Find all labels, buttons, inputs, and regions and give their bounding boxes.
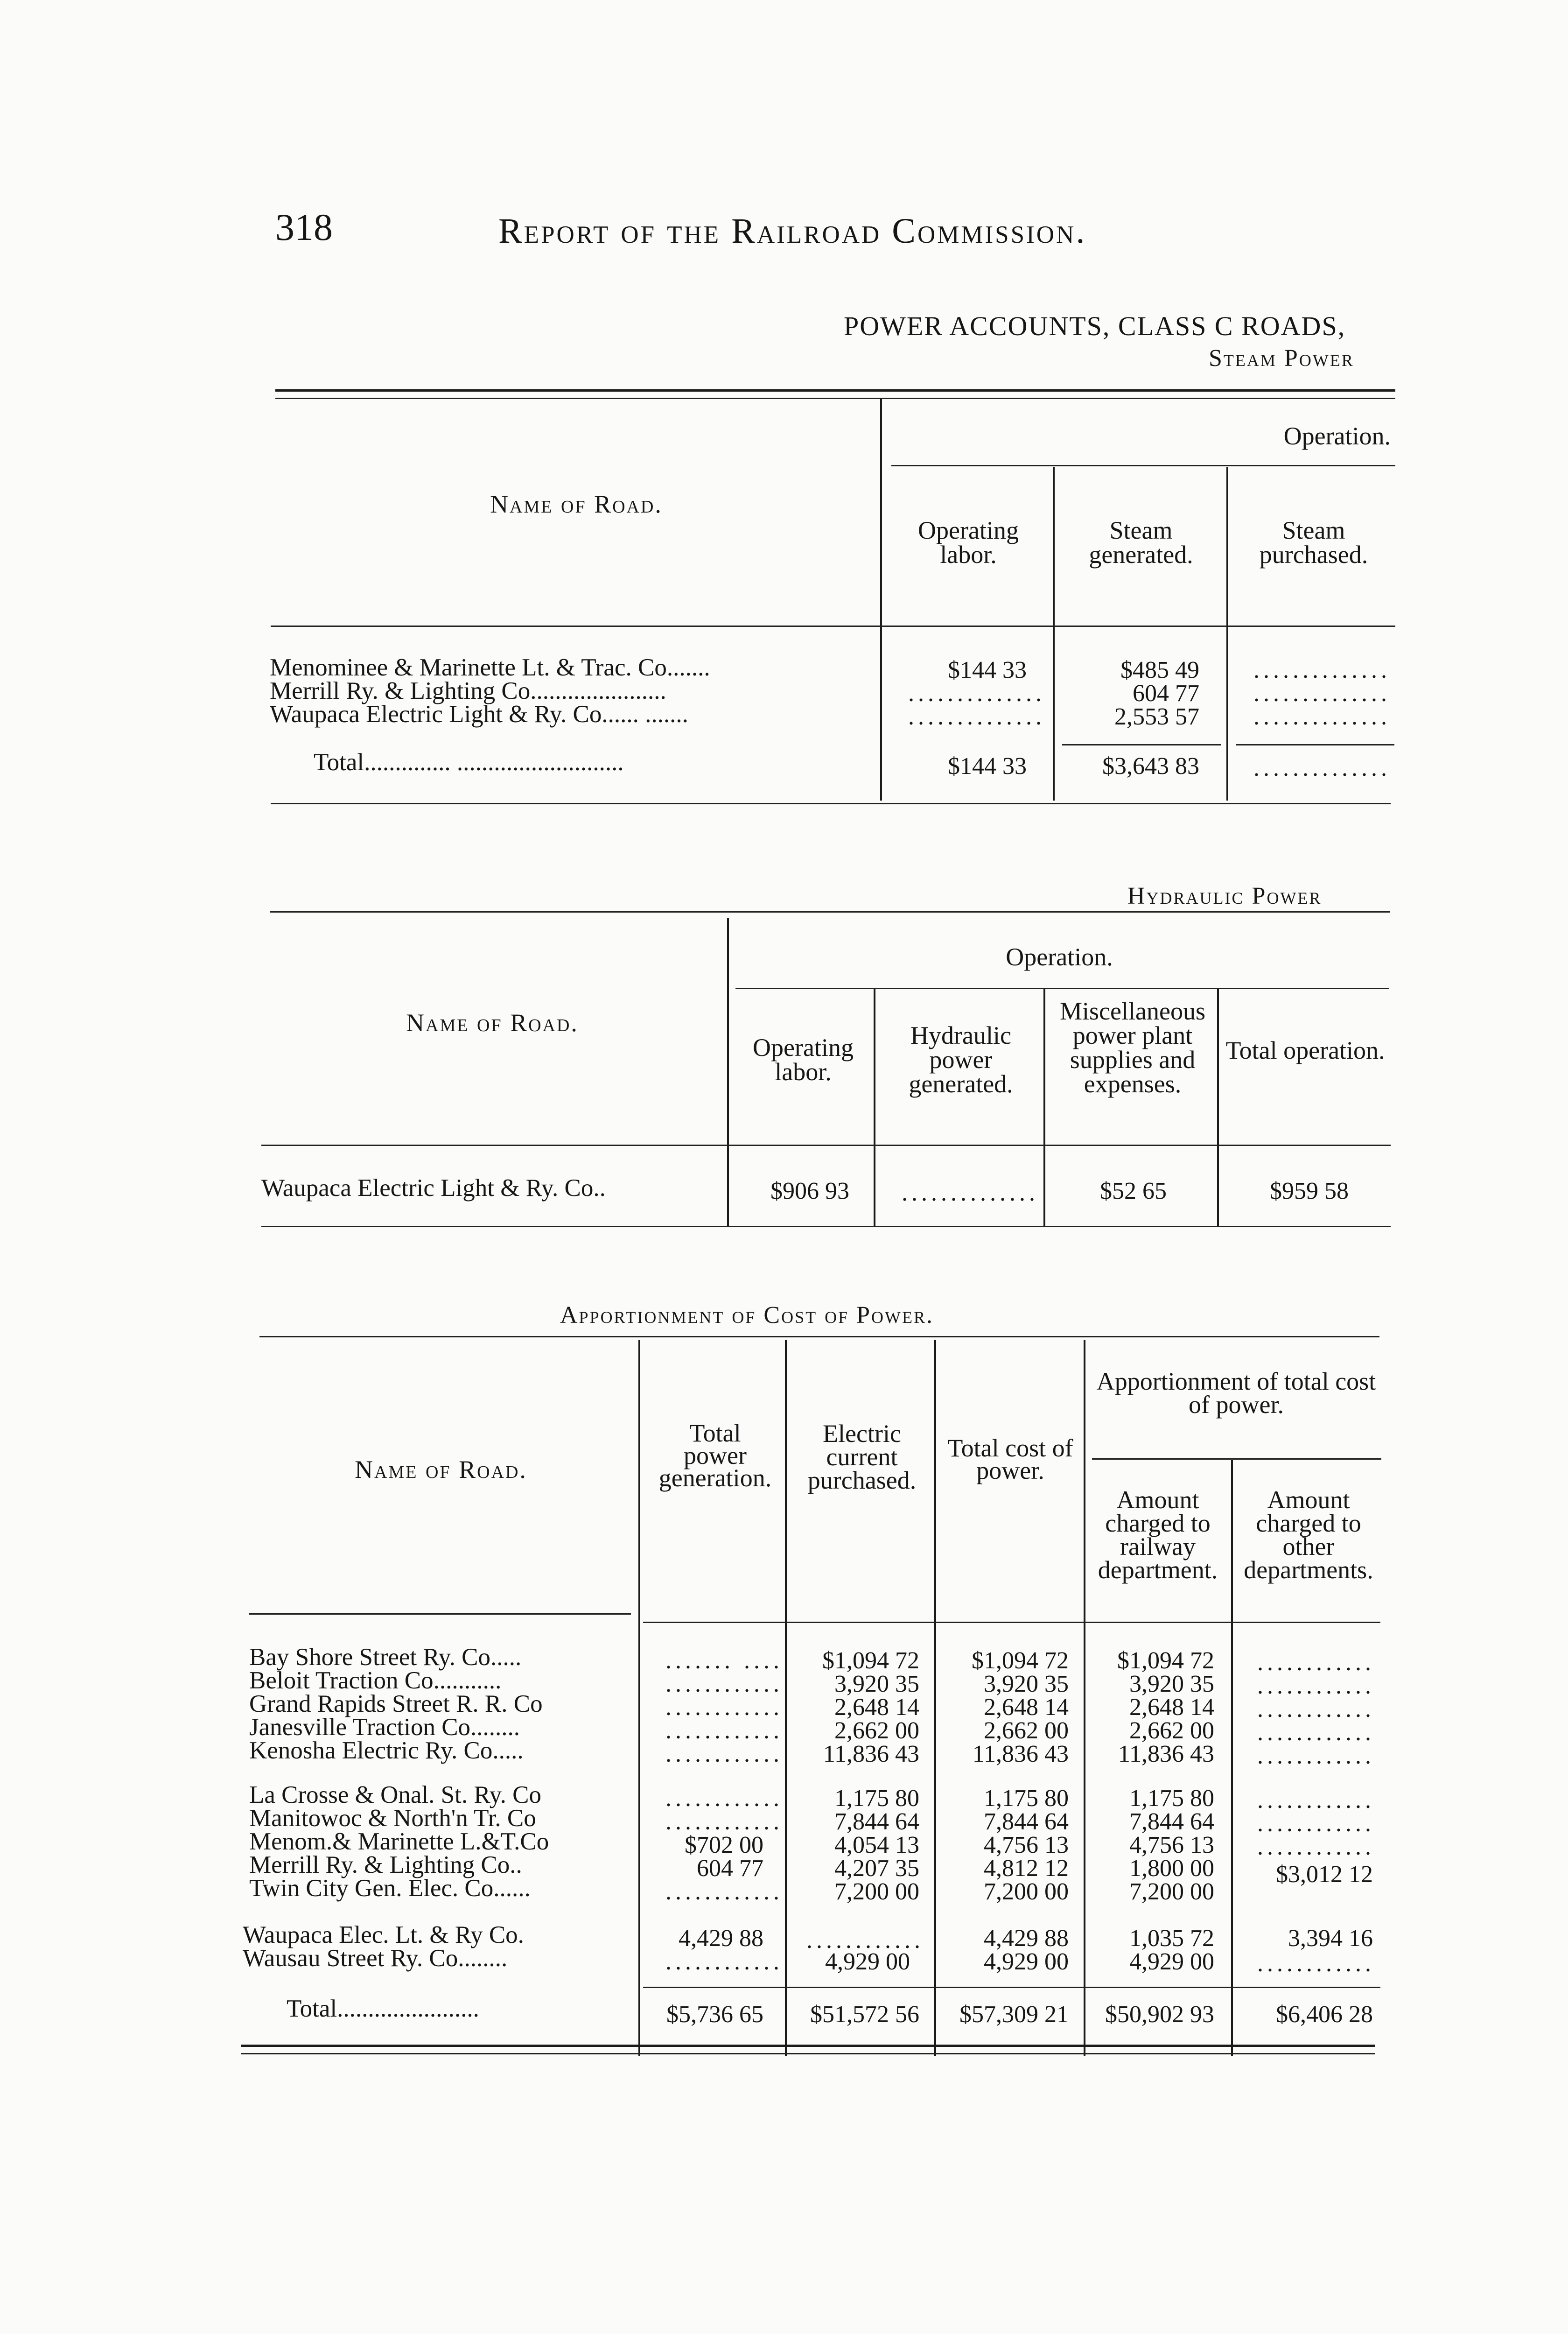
cell-value: 2,662 00 — [1129, 1717, 1214, 1744]
cell-value: ............ — [665, 1948, 783, 1975]
cell-value: ............ — [806, 1927, 924, 1954]
cell-value: ............ — [665, 1671, 783, 1697]
cell-value: .............. — [1253, 657, 1391, 683]
cell-value: 4,756 13 — [1129, 1832, 1214, 1858]
cell-value: $3,012 12 — [1276, 1861, 1373, 1888]
col-amount-railway: Amount charged to railway department. — [1098, 1486, 1218, 1584]
road-name: Kenosha Electric Ry. Co..... — [249, 1737, 524, 1764]
cell-value: 7,200 00 — [834, 1878, 919, 1905]
cell-value: 11,836 43 — [972, 1741, 1069, 1767]
cell-value: 4,429 88 — [679, 1925, 763, 1952]
total-label: Total.............. ........................... — [314, 749, 624, 776]
cell-value: 7,844 64 — [984, 1808, 1069, 1835]
cell-value: ............ — [1257, 1787, 1375, 1814]
apportionment-group-header: Apportionment of total cost of power. — [1096, 1367, 1376, 1419]
road-name: Grand Rapids Street R. R. Co — [249, 1690, 543, 1717]
cell-value: ............ — [665, 1717, 783, 1744]
cell-value: ............ — [1257, 1743, 1375, 1769]
hydraulic-operation-header: Operation. — [1006, 943, 1113, 971]
apportionment-title: Apportionment of Cost of Power. — [560, 1302, 934, 1329]
cell-value: $702 00 — [685, 1832, 763, 1858]
road-name: Twin City Gen. Elec. Co...... — [249, 1875, 531, 1902]
cell-value: .............. — [1253, 680, 1391, 707]
road-name: Beloit Traction Co........... — [249, 1667, 502, 1694]
col-total-cost-of-power: Total cost of power. — [947, 1434, 1073, 1484]
road-name: Waupaca Electric Light & Ry. Co...... ....... — [270, 701, 688, 728]
cell-value: 4,929 00 — [1129, 1948, 1214, 1975]
road-name: Bay Shore Street Ry. Co..... — [249, 1644, 522, 1671]
cell-value: ............ — [1257, 1950, 1375, 1977]
cell-value: 3,920 35 — [1129, 1671, 1214, 1697]
cell-value: ............ — [1257, 1649, 1375, 1676]
cell-value: .............. — [1253, 703, 1391, 730]
road-name: Merrill Ry. & Lighting Co.. — [249, 1851, 522, 1878]
cell-value: 2,648 14 — [834, 1694, 919, 1721]
total-value: .............. — [1253, 755, 1391, 781]
total-value: $3,643 83 — [1102, 753, 1199, 780]
cell-value: ............ — [665, 1785, 783, 1812]
steam-col-operating-labor: Operating labor. — [918, 516, 1019, 569]
running-title: Report of the Railroad Commission. — [498, 211, 1087, 251]
cell-value: 11,836 43 — [823, 1741, 919, 1767]
cell-value: 4,812 12 — [984, 1855, 1069, 1882]
total-value: $6,406 28 — [1276, 2001, 1373, 2028]
cell-value: ............ — [1257, 1719, 1375, 1746]
road-name: Menom.& Marinette L.&T.Co — [249, 1828, 549, 1855]
cell-value: 1,800 00 — [1129, 1855, 1214, 1882]
cell-value: 2,553 57 — [1114, 703, 1199, 730]
cell-value: 4,756 13 — [984, 1832, 1069, 1858]
cell-value: 7,844 64 — [834, 1808, 919, 1835]
steam-col-steam-purchased: Steam purchased. — [1259, 516, 1368, 569]
road-name: Waupaca Elec. Lt. & Ry Co. — [243, 1921, 524, 1948]
hydraulic-name-header: Name of Road. — [406, 1009, 579, 1037]
hydraulic-col-misc-expenses: Miscellaneous power plant supplies and expenses. — [1060, 997, 1205, 1098]
cell-value: 1,175 80 — [834, 1785, 919, 1812]
cell-value: ............ — [1257, 1673, 1375, 1699]
cell-value: 604 77 — [1133, 680, 1199, 707]
cell-value: ............ — [1257, 1810, 1375, 1837]
total-label: Total....................... — [287, 1995, 479, 2022]
road-name: Wausau Street Ry. Co........ — [243, 1945, 508, 1972]
col-amount-other: Amount charged to other departments. — [1244, 1486, 1373, 1584]
cell-value: 7,844 64 — [1129, 1808, 1214, 1835]
hydraulic-subtitle: Hydraulic Power — [1127, 883, 1322, 909]
cell-value: .............. — [902, 1180, 1039, 1206]
cell-value: $52 65 — [1100, 1178, 1167, 1204]
cell-value: 2,648 14 — [984, 1694, 1069, 1721]
cell-value: ....... .... — [665, 1647, 783, 1674]
cell-value: .............. — [908, 703, 1045, 730]
total-value: $144 33 — [948, 753, 1027, 780]
cell-value: $906 93 — [770, 1178, 849, 1204]
cell-value: ............ — [1257, 1834, 1375, 1860]
hydraulic-col-power-generated: Hydraulic power generated. — [909, 1021, 1013, 1098]
cell-value: 2,662 00 — [834, 1717, 919, 1744]
cell-value: ............ — [665, 1694, 783, 1721]
road-name: Merrill Ry. & Lighting Co...................... — [270, 677, 666, 704]
road-name: Menominee & Marinette Lt. & Trac. Co....... — [270, 654, 710, 681]
total-value: $51,572 56 — [810, 2001, 919, 2028]
steam-operation-header: Operation. — [1283, 422, 1391, 450]
cell-value: $1,094 72 — [972, 1647, 1069, 1674]
cell-value: ............ — [1257, 1696, 1375, 1722]
cell-value: $144 33 — [948, 657, 1027, 683]
apportionment-name-header: Name of Road. — [355, 1455, 527, 1483]
cell-value: ............ — [665, 1741, 783, 1767]
cell-value: 4,054 13 — [834, 1832, 919, 1858]
cell-value: .............. — [908, 680, 1045, 707]
cell-value: 2,648 14 — [1129, 1694, 1214, 1721]
cell-value: 4,207 35 — [834, 1855, 919, 1882]
cell-value: $959 58 — [1270, 1178, 1349, 1204]
cell-value: 3,920 35 — [984, 1671, 1069, 1697]
cell-value: 7,200 00 — [984, 1878, 1069, 1905]
road-name: Janesville Traction Co........ — [249, 1714, 520, 1741]
cell-value: 4,429 88 — [984, 1925, 1069, 1952]
cell-value: $1,094 72 — [822, 1647, 919, 1674]
cell-value: ............ — [665, 1878, 783, 1905]
cell-value: 7,200 00 — [1129, 1878, 1214, 1905]
steam-name-header: Name of Road. — [490, 490, 663, 518]
cell-value: 4,929 00 — [825, 1948, 910, 1975]
total-value: $5,736 65 — [666, 2001, 763, 2028]
cell-value: 2,662 00 — [984, 1717, 1069, 1744]
cell-value: 1,175 80 — [984, 1785, 1069, 1812]
cell-value: 604 77 — [697, 1855, 763, 1882]
total-value: $50,902 93 — [1105, 2001, 1214, 2028]
road-name: Waupaca Electric Light & Ry. Co.. — [261, 1174, 606, 1202]
cell-value: 11,836 43 — [1118, 1741, 1214, 1767]
col-total-power-generation: Total power generation. — [658, 1419, 772, 1492]
steam-subtitle: Steam Power — [1209, 345, 1354, 372]
road-name: La Crosse & Onal. St. Ry. Co — [249, 1781, 542, 1808]
col-electric-current-purchased: Electric current purchased. — [807, 1420, 917, 1494]
steam-col-steam-generated: Steam generated. — [1089, 516, 1193, 569]
cell-value: 1,175 80 — [1129, 1785, 1214, 1812]
cell-value: 3,920 35 — [834, 1671, 919, 1697]
table-title: POWER ACCOUNTS, CLASS C ROADS, — [844, 311, 1346, 341]
cell-value: 3,394 16 — [1288, 1925, 1373, 1952]
cell-value: 4,929 00 — [984, 1948, 1069, 1975]
hydraulic-col-operating-labor: Operating labor. — [753, 1033, 854, 1086]
hydraulic-col-total-operation: Total operation. — [1225, 1036, 1385, 1064]
cell-value: $485 49 — [1120, 657, 1199, 683]
page-number: 318 — [275, 206, 333, 248]
cell-value: ............ — [665, 1808, 783, 1835]
cell-value: 1,035 72 — [1129, 1925, 1214, 1952]
total-value: $57,309 21 — [959, 2001, 1069, 2028]
cell-value: $1,094 72 — [1117, 1647, 1214, 1674]
road-name: Manitowoc & North'n Tr. Co — [249, 1805, 536, 1832]
